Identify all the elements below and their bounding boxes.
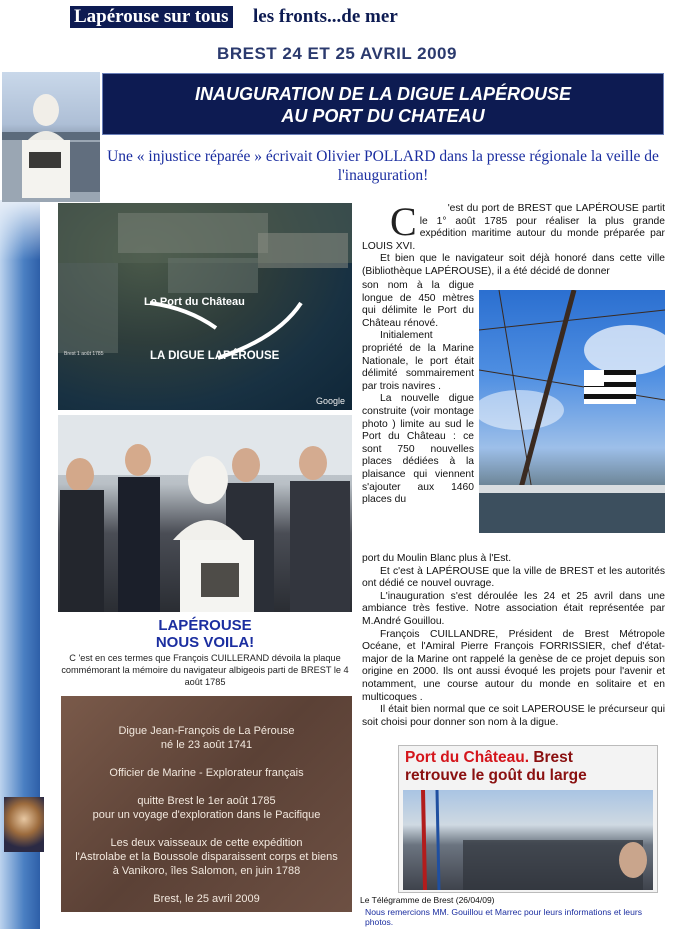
title-line-1: INAUGURATION DE LA DIGUE LAPÉROUSE [194, 84, 571, 104]
clipping-headline-1: Brest [533, 749, 573, 766]
caption-title-line-1: LAPÉROUSE [158, 617, 252, 634]
article-paragraph-1: 'est du port de BREST que LAPÉROUSE partit le 1° août 1785 pour réaliser la plus grande expédition maritime autour du monde préparée par LOUIS XVI. [362, 203, 665, 252]
ceremony-photo [58, 415, 352, 612]
aerial-watermark: Google [316, 396, 346, 406]
clipping-headline [405, 749, 587, 785]
clipping-photo-drawing [403, 790, 653, 890]
plaque-line-2: né le 23 août 1741 [160, 739, 253, 751]
article-dropcap: C [390, 199, 417, 244]
newspaper-clipping [398, 745, 658, 893]
bust-photo-drawing [2, 72, 100, 202]
article-paragraph-4: Et c'est à LAPÉROUSE que la ville de BREST et les autorités ont dédié ce nouvel ouvrage. [362, 565, 665, 590]
plaque-line-5: pour un voyage d'exploration dans le Pacifique [92, 809, 321, 821]
plaque-line-1: Digue Jean-François de La Pérouse [118, 725, 295, 737]
article-narrow-3: La nouvelle digue construite (voir montage photo ) limite au sud le Port du Château : ce sont 750 nouvelles places dédiées à la plaisance qui viennent s'ajouter aux 1460 places du [362, 393, 474, 506]
title-line-2: AU PORT DU CHATEAU [281, 106, 485, 126]
subtitle: Une « injustice réparée » écrivait Olivier POLLARD dans la presse régionale la veille de l'inauguration! [107, 148, 659, 184]
article-paragraph-5: L'inauguration s'est déroulée les 24 et 25 avril dans une ambiance très festive. Notre association était représentée par M.André Gouillou. [362, 590, 665, 627]
article-paragraph-3-end: port du Moulin Blanc plus à l'Est. [362, 553, 512, 564]
aerial-label-digue: LA DIGUE LAPÉROUSE [150, 350, 280, 362]
plaque-line-3: Officier de Marine - Explorateur français [109, 767, 304, 779]
commemorative-plaque [61, 696, 352, 912]
date-line: BREST 24 ET 25 AVRIL 2009 [217, 44, 457, 63]
article-paragraph-2: Et bien que le navigateur soit déjà honoré dans cette ville (Bibliothèque LAPÉROUSE), il a été décidé de donner [362, 253, 665, 277]
plaque-line-7: l'Astrolabe et la Boussole disparaissent corps et biens [75, 851, 338, 863]
portrait-thumbnail [4, 797, 44, 852]
clipping-headline-2: retrouve le goût du large [405, 767, 587, 784]
thanks-note: Nous remercions MM. Gouillou et Marrec pour leurs informations et leurs photos. [365, 907, 643, 927]
ship-mast-drawing [479, 290, 665, 533]
caption-title [58, 617, 352, 651]
aerial-label-small: Brest 1 août 1785 [64, 351, 104, 357]
aerial-photo [58, 203, 352, 410]
article-narrow-column [362, 280, 474, 507]
clipping-source: Le Télégramme de Brest (26/04/09) [360, 895, 495, 905]
header-title-highlight: Lapérouse sur tous [70, 6, 233, 28]
plaque-line-4: quitte Brest le 1er août 1785 [137, 795, 276, 807]
article-intro [362, 199, 665, 279]
caption-title-line-2: NOUS VOILA! [155, 634, 255, 651]
bust-photo [2, 72, 100, 202]
side-decoration-gradient [0, 200, 40, 260]
title-banner [102, 73, 664, 135]
article-paragraph-6: François CUILLANDRE, Président de Brest Métropole Océane, et l'Amiral Pierre François FORRISSIER, chef d'état-major de la Marine ont rappelé la genèse de ce projet depuis son origine en 2000. Ils ont aussi évoqué les projets pour l'avenir et notamment, une course autour du monde en solitaire et en multicoques . [362, 628, 665, 703]
clipping-headline-red: Port du Château. [405, 749, 530, 766]
article-narrow-1: son nom à la digue longue de 450 mètres qui délimite le Port du Château rénové. [362, 280, 474, 329]
plaque-line-6: Les deux vaisseaux de cette expédition [110, 837, 303, 849]
article-narrow-2: Initialement propriété de la Marine Nationale, le port était délimité sommairement par trois navires . [362, 330, 474, 392]
ship-mast-photo [479, 290, 665, 533]
caption-text: C 'est en ces termes que François CUILLERAND dévoila la plaque commémorant la mémoire du navigateur albigeois parti de BREST le 4 août 1785 [61, 653, 349, 687]
article-paragraph-7: Il était bien normal que ce soit LAPEROUSE le précurseur qui soit choisi pour donner son nom à la digue. [362, 704, 665, 728]
article-continuation [362, 553, 665, 729]
plaque-line-8: à Vanikoro, îles Salomon, en juin 1788 [112, 865, 301, 877]
ceremony-photo-drawing [58, 415, 352, 612]
plaque-line-9: Brest, le 25 avril 2009 [153, 893, 260, 905]
clipping-photo [403, 790, 653, 890]
header-title-rest: les fronts...de mer [253, 6, 398, 27]
aerial-label-port: Le Port du Château [144, 296, 245, 308]
